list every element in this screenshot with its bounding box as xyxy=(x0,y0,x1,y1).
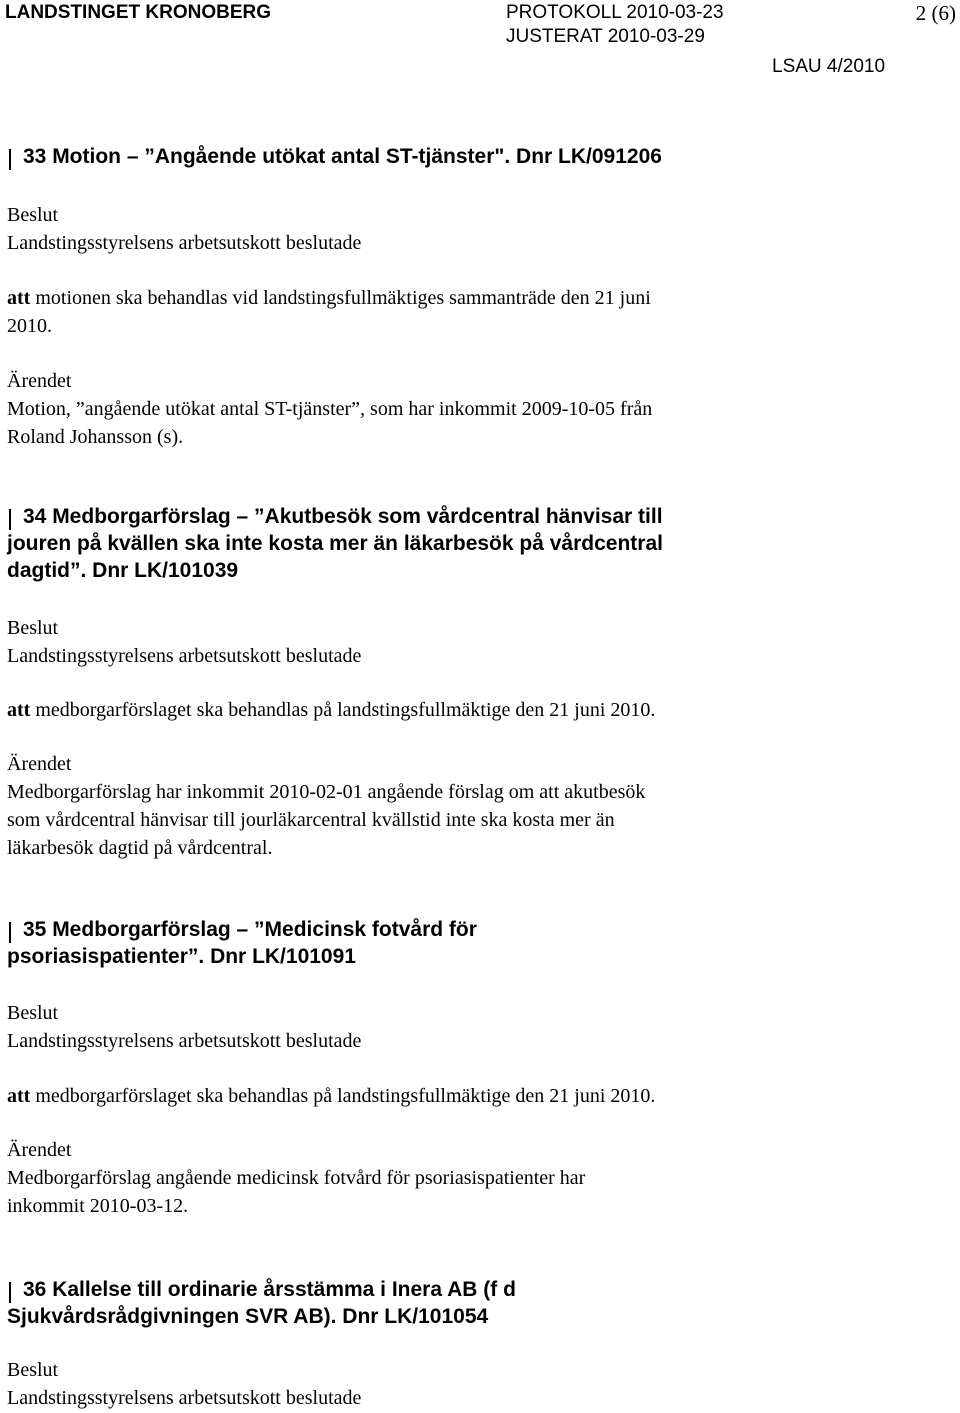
att-label: att xyxy=(7,287,31,309)
page-number: 2 (6) xyxy=(915,1,956,25)
section-title-line: psoriasispatienter”. Dnr LK/101091 xyxy=(7,945,356,968)
section-title-line: 34 Medborgarförslag – ”Akutbesök som vårdcentral hänvisar till xyxy=(23,505,663,528)
att-label: att xyxy=(7,1085,31,1107)
att-label: att xyxy=(7,699,31,721)
section-title xyxy=(7,1276,957,1330)
revision-bar xyxy=(9,149,11,170)
arendet-heading: Ärendet xyxy=(7,753,72,775)
beslut-heading: Beslut xyxy=(7,1002,59,1024)
arendet-line: Medborgarförslag angående medicinsk fotvård för psoriasispatienter har xyxy=(7,1167,586,1189)
decision-line: att medborgarförslaget ska behandlas på landstingsfullmäktige den 21 juni 2010. xyxy=(7,699,656,721)
section-title-line: 33 Motion – ”Angående utökat antal ST-tjänster". Dnr LK/091206 xyxy=(23,145,662,168)
arendet-line: Roland Johansson (s). xyxy=(7,426,184,448)
section-36 xyxy=(7,1276,957,1409)
beslut-heading: Beslut xyxy=(7,1359,59,1381)
decision-line: att motionen ska behandlas vid landstingsfullmäktiges sammanträde den 21 juni xyxy=(7,287,651,309)
beslut-intro: Landstingsstyrelsens arbetsutskott beslutade xyxy=(7,1030,362,1052)
section-title-line: 35 Medborgarförslag – ”Medicinsk fotvård för xyxy=(23,918,477,941)
section-title xyxy=(7,143,957,170)
section-title-line: jouren på kvällen ska inte kosta mer än läkarbesök på vårdcentral xyxy=(7,532,663,555)
decision-line: att medborgarförslaget ska behandlas på landstingsfullmäktige den 21 juni 2010. xyxy=(7,1085,656,1107)
arendet-heading: Ärendet xyxy=(7,370,72,392)
section-title-line: 36 Kallelse till ordinarie årsstämma i Inera AB (f d xyxy=(23,1278,516,1301)
adjusted-date: JUSTERAT 2010-03-29 xyxy=(506,26,705,47)
beslut-heading: Beslut xyxy=(7,617,59,639)
arendet-line: läkarbesök dagtid på vårdcentral. xyxy=(7,837,273,859)
section-33 xyxy=(7,143,957,448)
beslut-intro: Landstingsstyrelsens arbetsutskott beslutade xyxy=(7,1387,362,1409)
beslut-heading: Beslut xyxy=(7,204,59,226)
revision-bar xyxy=(9,1282,11,1303)
arendet-line: Medborgarförslag har inkommit 2010-02-01 angående förslag om att akutbesök xyxy=(7,781,646,803)
organization-name: LANDSTINGET KRONOBERG xyxy=(5,2,271,23)
protocol-date: PROTOKOLL 2010-03-23 xyxy=(506,2,724,23)
section-35 xyxy=(7,916,957,1217)
revision-bar xyxy=(9,509,11,530)
beslut-intro: Landstingsstyrelsens arbetsutskott beslutade xyxy=(7,645,362,667)
revision-bar xyxy=(9,922,11,943)
section-title xyxy=(7,503,957,584)
section-34 xyxy=(7,503,957,859)
document-reference: LSAU 4/2010 xyxy=(772,56,886,77)
arendet-line: inkommit 2010-03-12. xyxy=(7,1195,189,1217)
section-title xyxy=(7,916,957,970)
beslut-intro: Landstingsstyrelsens arbetsutskott beslutade xyxy=(7,232,362,254)
section-title-line: dagtid”. Dnr LK/101039 xyxy=(7,559,239,582)
arendet-heading: Ärendet xyxy=(7,1139,72,1161)
arendet-line: Motion, ”angående utökat antal ST-tjänster”, som har inkommit 2009-10-05 från xyxy=(7,398,653,420)
section-title-line: Sjukvårdsrådgivningen SVR AB). Dnr LK/101054 xyxy=(7,1305,489,1328)
decision-line: 2010. xyxy=(7,315,52,337)
arendet-line: som vårdcentral hänvisar till jourläkarcentral kvällstid inte ska kosta mer än xyxy=(7,809,615,831)
